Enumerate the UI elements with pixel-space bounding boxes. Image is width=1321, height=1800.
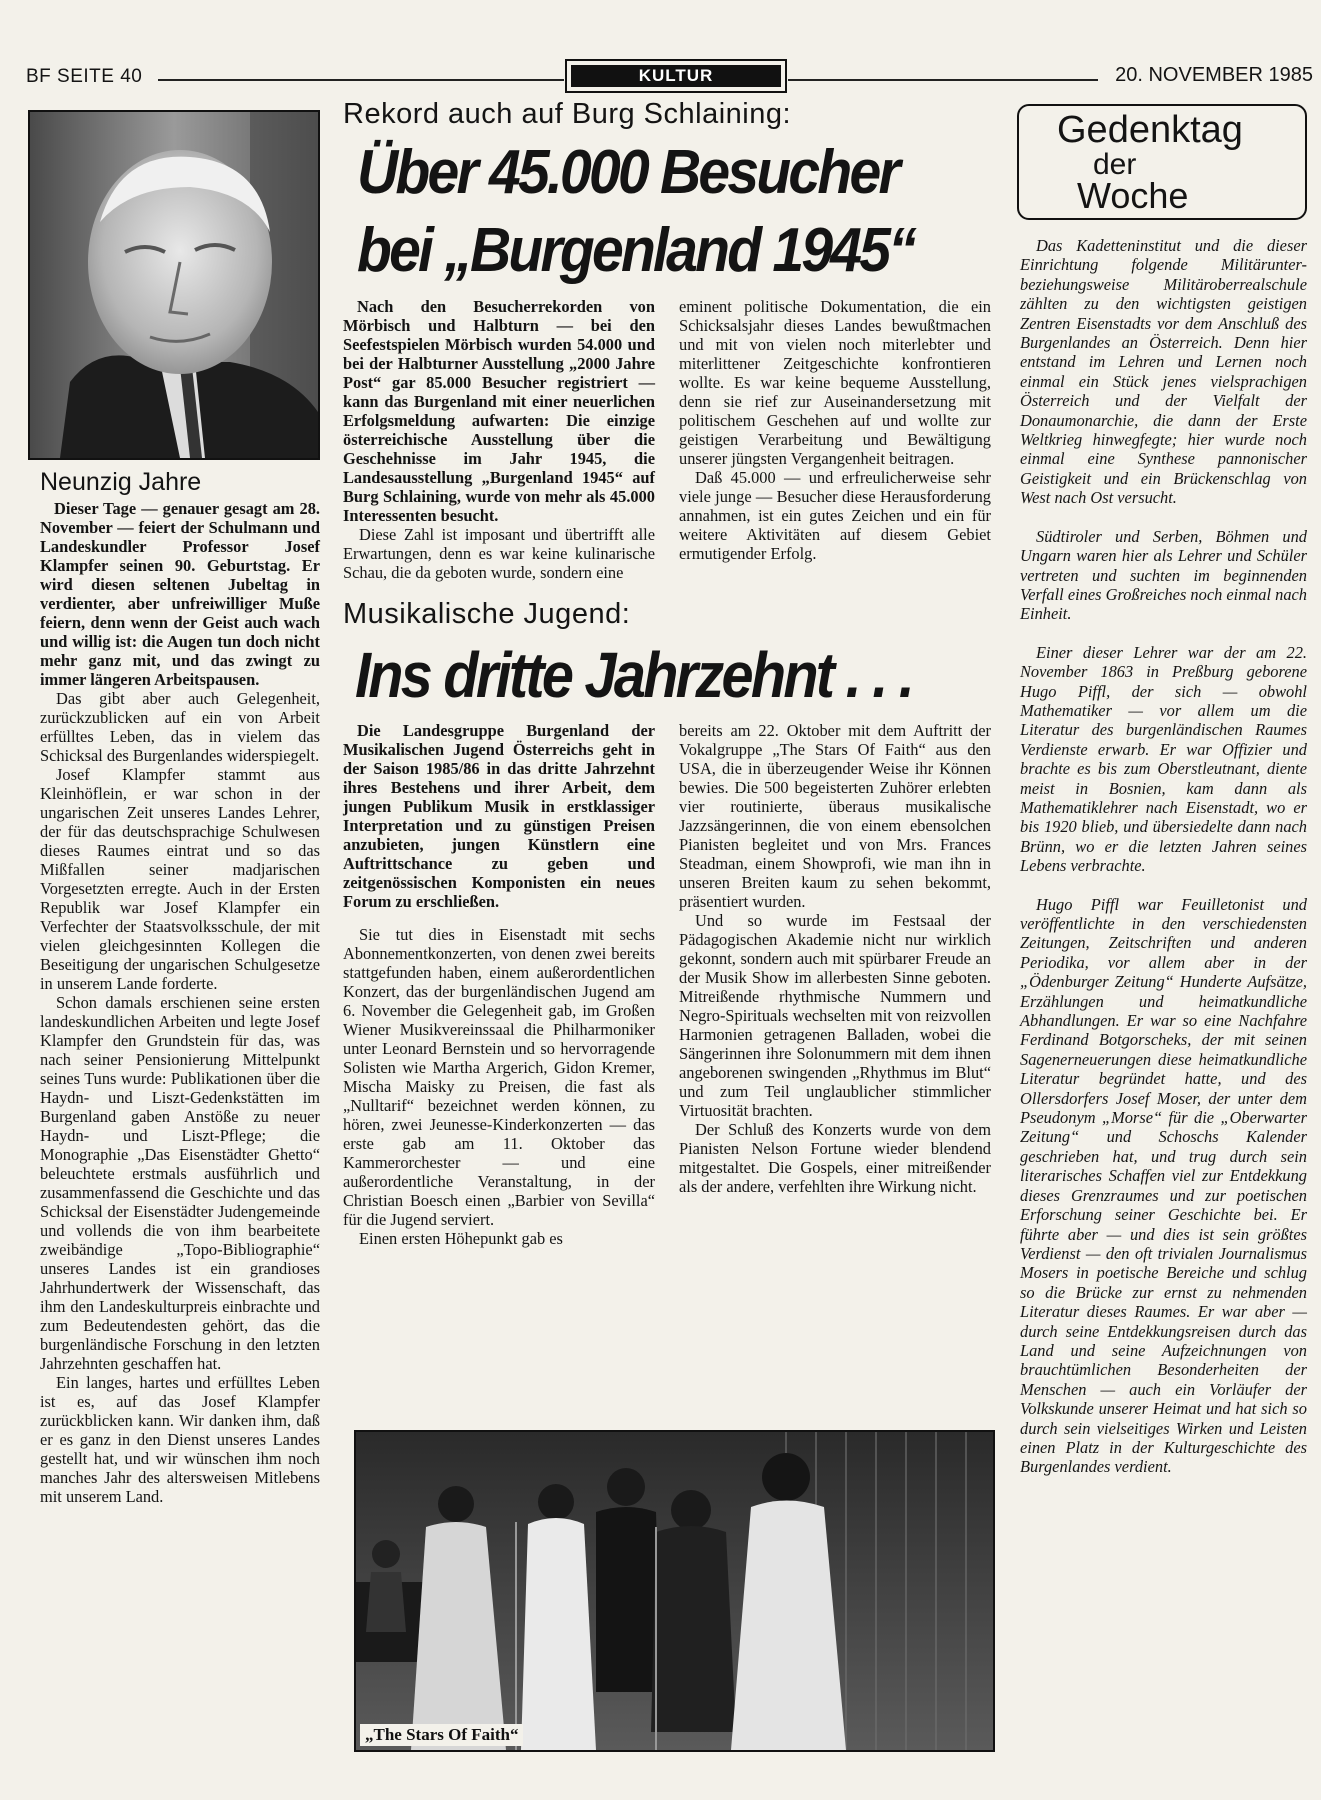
article2-paragraph: Und so wurde im Festsaal der Pädagogischen Akademie nicht nur wirklich gekonnt, sondern auch mit spürbarer Freude an der Musik Show im allerbesten Sinne geboten. Mitreißende rhythmische Nummern und Negro-Spirituals wechselten mit von reizvollen Harmonien getragenen Balladen, wobei die Sängerinnen ihre Solonummern mit dem ihnen angeborenen swingenden „Rhythmus im Blut“ und zum Teil unglaublicher stimmlicher Virtuosität brachten. <box>679 911 991 1120</box>
gedenktag-paragraph: Südtiroler und Serben, Böhmen und Ungarn waren hier als Lehrer und Schüler vertreten und suchten im beginnenden Verfall eines Großreiches noch einmal nach Einheit. <box>1020 526 1307 624</box>
header-rule-left <box>158 79 564 81</box>
article2-paragraph: Der Schluß des Konzerts wurde von dem Pianisten Nelson Fortune wieder blendend mitgestaltet. Die Gospels, einer mitreißender als der andere, verfehlten ihre Wirkung nicht. <box>679 1120 991 1196</box>
article1-paragraph: Daß 45.000 — und erfreulicherweise sehr viele junge — Besucher diese Herausforderung annahmen, ist ein gutes Zeichen und ein für weitere Aktivitäten auf diesem Gebiet ermutigender Erfolg. <box>679 468 991 563</box>
article1-paragraph: eminent politische Dokumentation, die ein Schicksalsjahr dieses Landes bewußtmachen und mit von vielen noch miterlebter und miterlittener Zeitgeschichte konfrontieren wollte. Es war keine bequeme Ausstellung, denn sie rief zur Auseinandersetzung mit politischem Geschehen auf und wollte zur geistigen Verarbeitung und Bewältigung unserer jüngsten Vergangenheit beitragen. <box>679 297 991 468</box>
gedenktag-title-3: Woche <box>1077 175 1189 216</box>
article1-headline-line1: Über 45.000 Besucher <box>357 138 898 207</box>
page-header <box>0 0 1321 100</box>
gedenktag-title-2: der <box>1093 148 1137 181</box>
article2-kicker: Musikalische Jugend: <box>343 598 631 630</box>
gedenktag-paragraph: Hugo Piffl war Feuilletonist und veröffentlichte in den verschiedensten Zeitungen, Zeitschriften und anderen Periodika, vor allem aber in der „Ödenburger Zeitung“ Hunderte Aufsätze, Erzählungen und heimatkundliche Abhandlungen. Er war so eine Nachfahre Ferdinand Botgorscheks, der mit seinen Sagenerneuerungen diese heimatkundliche Literatur begründet hatte, und des Ollersdorfers Josef Moser, der unter dem Pseudonym „Morse“ für die „Oberwarter Zeitung“ und Schoschs Kalender geschrieben hat, und trug durch sein literarisches Schaffen viel zur Entdekkung dieses Grenzraumes und zur poetischen Erforschung seiner Geschichte bei. Er führte aber — und dies ist sein größtes Verdienst — den oft trivialen Journalismus Mosers in poetische Bereiche und schlug so die Brücke zur ernst zu nehmenden Literatur dieses Raumes. Er war aber — durch seine Entdekkungsreisen durch das Land und seine Aufzeichnungen von brauchtümlichen Besonderheiten der Menschen — auch ein Vorläufer der Volkskunde unserer Heimat und hat sich so durch sein vielseitiges Wirken und Leisten einen Platz in der Kulturgeschichte des Burgenlandes verdient. <box>1020 894 1307 1477</box>
gedenktag-paragraph: Einer dieser Lehrer war der am 22. November 1863 in Preßburg geborene Hugo Piffl, der sich — obwohl Mathematiker — vor allem um die Literatur des burgenländischen Raumes Verdienste erwarb. Er war Offizier und brachte es bis zum Oberstleutnant, diente meist in Bosnien, kam dann als Mathematiklehrer nach Eisenstadt, wo er bis 1920 blieb, und übersiedelte dann nach Brünn, wo er die letzten Jahren seines Lebens verbrachte. <box>1020 642 1307 876</box>
left-paragraph: Josef Klampfer stammt aus Kleinhöflein, er war schon in der ungarischen Zeit unseres Landes Lehrer, der für das deutschsprachige Schulwesen dieses Raumes eintrat und so das Mißfallen seiner madjarischen Vorgesetzten erregte. Auch in der Ersten Republik war Josef Klampfer ein Verfechter der Staatsvolksschule, der mit vielen gleichgesinnten Kollegen die Beseitigung der ungarischen Schulgesetze in unserem Lande forderte. <box>40 765 320 993</box>
photo-caption: „The Stars Of Faith“ <box>360 1724 523 1746</box>
article2-col1 <box>343 721 655 1248</box>
portrait-image <box>30 112 318 458</box>
section-label-box <box>565 59 787 93</box>
left-column <box>28 110 320 1506</box>
article2-body <box>343 721 991 1248</box>
left-paragraph: Das gibt aber auch Gelegenheit, zurückzublicken auf ein von Arbeit erfülltes Leben, das in vielem das Schicksal des Burgenlandes widerspiegelt. <box>40 689 320 765</box>
gedenktag-paragraph: Das Kadetteninstitut und die dieser Einrichtung folgende Militärunter- beziehungsweise Militäroberrealschule zählten zu den wichtigsten geistigen Zentren Eisenstadts vor dem Anschluß des Burgenlandes an Österreich. Denn hier entstand im Lehren und Lernen noch einmal ein Stück jenes vielsprachigen Österreich und der Vielfalt der Donaumonarchie, die dann der Erste Weltkrieg hinwegfegte; hier wurde noch einmal eine Synthese pannonischer Geistigkeit und ein Brückenschlag von West nach Ost versucht. <box>1020 236 1307 508</box>
right-column <box>1017 104 1307 1496</box>
article1-headline-line2: bei „Burgenland 1945“ <box>357 216 914 285</box>
article1-paragraph: Nach den Besucherrekorden von Mörbisch und Halbturn — bei den Seefestspielen Mörbisch wurden 54.000 und bei der Halbturner Ausstellung „2000 Jahre Post“ gar 85.000 Besucher registriert — kann das Burgenland mit einer neuerlichen Erfolgsmeldung aufwarten: Die einzige österreichische Ausstellung über die Geschehnisse im Jahr 1945, die Landesausstellung „Burgenland 1945“ auf Burg Schlaining, wurde von mehr als 45.000 Interessenten besucht. <box>343 297 655 525</box>
left-article-body <box>28 499 320 1506</box>
article1-paragraph: Diese Zahl ist imposant und übertrifft alle Erwartungen, denn es war keine kulinarische Schau, die da geboten wurde, sondern eine <box>343 525 655 582</box>
header-rule-right <box>788 79 1098 81</box>
issue-date: 20. NOVEMBER 1985 <box>1115 64 1313 86</box>
gedenktag-body <box>1017 236 1307 1477</box>
concert-image <box>356 1432 993 1750</box>
article2-paragraph: bereits am 22. Oktober mit dem Auftritt der Vokalgruppe „The Stars Of Faith“ aus den USA, die in überzeugender Weise ihr Können bewies. Die 500 begeisterten Zuhörer erlebten vier routinierte, überaus musikalische Jazzsängerinnen, die von einem ebensolchen Pianisten begleitet und von Mrs. Frances Steadman, einem Showprofi, wie man ihn in unseren Breiten kaum zu sehen bekommt, präsentiert wurden. <box>679 721 991 911</box>
article1-col2 <box>679 297 991 582</box>
stars-of-faith-photo <box>354 1430 995 1752</box>
article2-paragraph: Die Landesgruppe Burgenland der Musikalischen Jugend Österreichs geht in der Saison 1985/86 in das dritte Jahrzehnt ihres Bestehens und ihrer Arbeit, dem jungen Publikum Musik in erstklassiger Interpretation und zu günstigen Preisen anzubieten, jungen Künstlern eine Auftrittschance zu geben und zeitgenössischen Komponisten ein neues Forum zu erschließen. <box>343 721 655 911</box>
middle-column <box>343 98 991 1248</box>
page-label: BF SEITE 40 <box>26 66 143 87</box>
article2-col2 <box>679 721 991 1248</box>
gedenktag-title-box <box>1017 104 1307 220</box>
left-paragraph: Dieser Tage — genauer gesagt am 28. November — feiert der Schulmann und Landeskundler Professor Josef Klampfer seinen 90. Geburtstag. Er wird diesen seltenen Jubeltag in verdienter, aber unfreiwilliger Muße feiern, denn wenn der Geist auch wach und willig ist: die Augen tun doch nicht mehr ganz mit, und das zwingt zu immer längeren Arbeitspausen. <box>40 499 320 689</box>
portrait-photo <box>28 110 320 460</box>
section-label: KULTUR <box>571 65 781 87</box>
left-article-title: Neunzig Jahre <box>40 468 202 496</box>
article1-body <box>343 297 991 582</box>
article1-col1 <box>343 297 655 582</box>
gedenktag-title-1: Gedenktag <box>1057 109 1243 151</box>
article2-paragraph: Sie tut dies in Eisenstadt mit sechs Abonnementkonzerten, von denen zwei bereits stattgefunden haben, einem außerordentlichen Konzert, das der burgenländischen Jugend am 6. November die Gelegenheit gab, im Großen Wiener Musikvereinssaal die Philharmoniker unter Leonard Bernstein und so hervorragende Solisten wie Martha Argerich, Gidon Kremer, Mischa Maisky zu Preisen, die fast als „Nulltarif“ bezeichnet werden können, zu hören, zwei Jeunesse-Kinderkonzerten — das erste gab am 11. Oktober das Kammerorchester — und eine außerordentliche Veranstaltung, in der Christian Boesch einen „Barbier von Sevilla“ für die Jugend serviert. <box>343 925 655 1229</box>
left-paragraph: Ein langes, hartes und erfülltes Leben ist es, auf das Josef Klampfer zurückblicken kann. Wir danken ihm, daß er es ganz in den Dienst unseres Landes gestellt hat, und wir wünschen ihm noch manches Jahr des altersweisen Mitlebens mit unserem Land. <box>40 1373 320 1506</box>
article2-headline: Ins dritte Jahrzehnt . . . <box>355 639 913 711</box>
article2-paragraph: Einen ersten Höhepunkt gab es <box>359 1229 563 1248</box>
left-paragraph: Schon damals erschienen seine ersten landeskundlichen Arbeiten und legte Josef Klampfer den Grundstein für das, was nach seiner Pensionierung Mittelpunkt seines Tuns wurde: Publikationen über die Haydn- und Liszt-Gedenkstätten im Burgenland gaben Anstöße zu neuer Haydn- und Liszt-Pflege; die Monographie „Das Eisenstädter Ghetto“ beleuchtete erstmals ausführlich und zusammenfassend die Geschichte und das Schicksal der Eisenstädter Judengemeinde und vollends die von ihm bearbeitete zweibändige „Topo-Bibliographie“ unseres Landes ist ein grandioses Jahrhundertwerk der Wissenschaft, das ihm den Landeskulturpreis einbrachte und zum Bedeutendesten gehört, das die burgenländische Forschung in den letzten Jahrzehnten geschaffen hat. <box>40 993 320 1373</box>
article1-kicker: Rekord auch auf Burg Schlaining: <box>343 98 792 130</box>
